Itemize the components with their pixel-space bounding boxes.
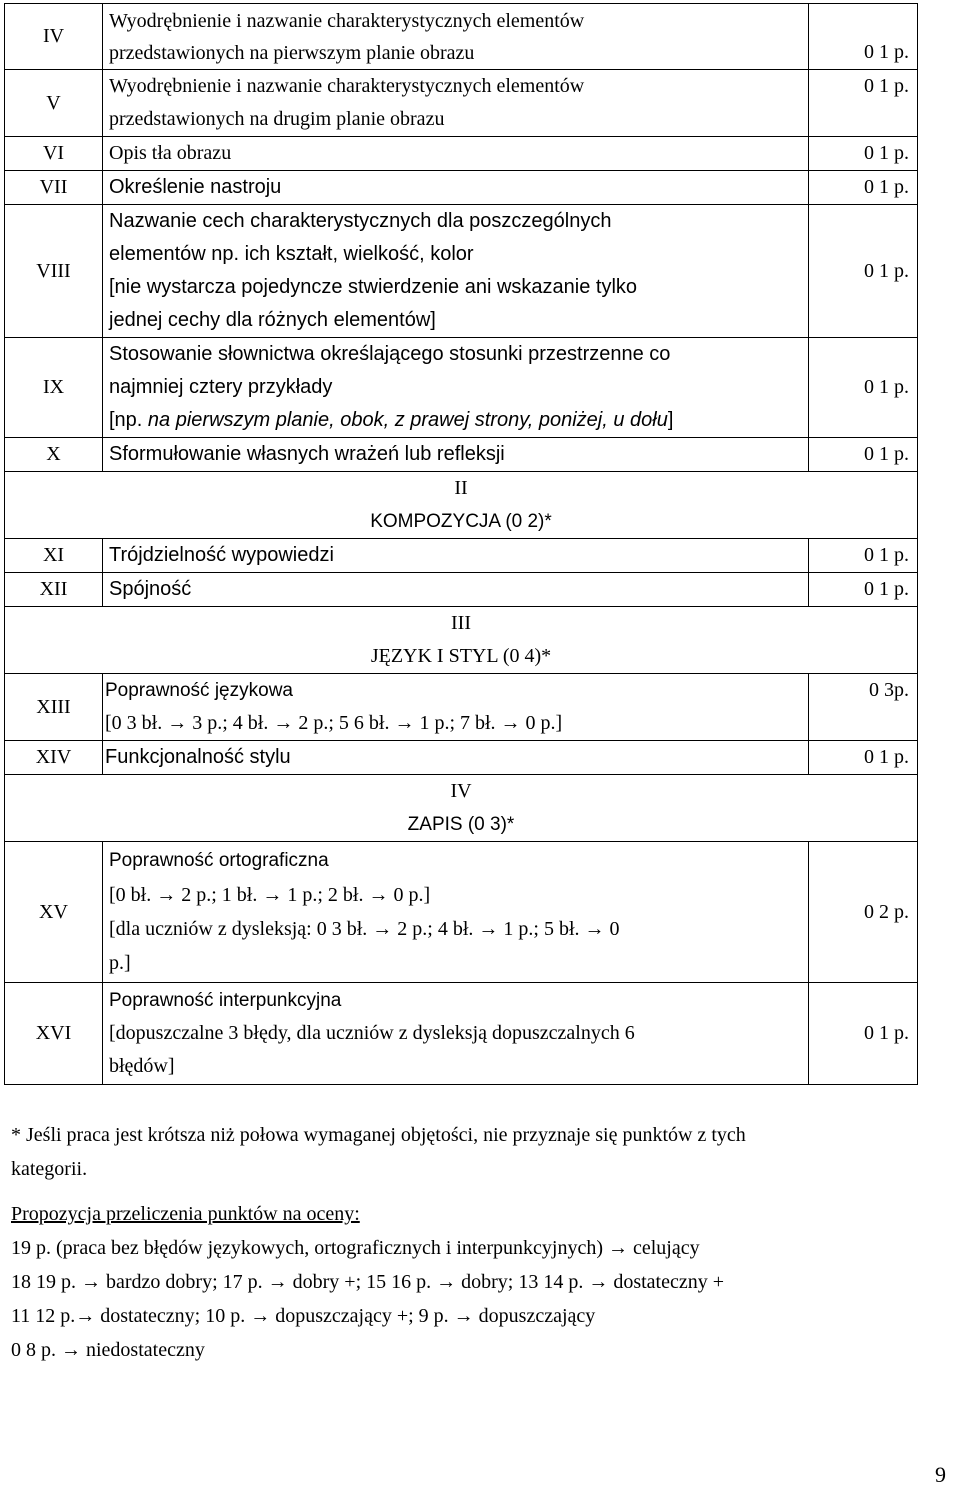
- criterion-description: Trójdzielność wypowiedzi: [103, 539, 809, 573]
- table-row: [5, 70, 918, 137]
- criterion-description: Poprawność językowa [0 3 bł. → 3 p.; 4 bł. → 2 p.; 5 6 bł. → 1 p.; 7 bł. → 0 p.]: [103, 674, 809, 741]
- grading-line: 18 19 p. → bardzo dobry; 17 p. → dobry +; 15 16 p. → dobry; 13 14 p. → dostateczny +: [11, 1271, 725, 1293]
- table-row: [5, 4, 918, 70]
- criterion-description: Sformułowanie własnych wrażeń lub refleksji: [103, 438, 809, 472]
- section-header: [5, 607, 918, 674]
- criterion-points: 0 1 p.: [809, 4, 918, 70]
- grading-line: 11 12 p.→ dostateczny; 10 p. → dopuszczający +; 9 p. → dopuszczający: [11, 1305, 596, 1327]
- grading-line: 0 8 p. → niedostateczny: [11, 1339, 205, 1361]
- table-row: [5, 539, 918, 573]
- page-number: 9: [935, 1462, 946, 1487]
- grading-proposal: [11, 1197, 724, 1367]
- section-header: [5, 472, 918, 539]
- criterion-number: X: [5, 438, 103, 472]
- criterion-description: Nazwanie cech charakterystycznych dla poszczególnych elementów np. ich kształt, wielkość, kolor [nie wystarcza pojedyncze stwierdzenie ani wskazanie tylko jednej cechy dla różnych elementów]: [103, 205, 809, 338]
- criterion-number: XI: [5, 539, 103, 573]
- table-row: [5, 205, 918, 338]
- criterion-number: VIII: [5, 205, 103, 338]
- grading-heading: Propozycja przeliczenia punktów na oceny:: [11, 1203, 360, 1225]
- table-row: [5, 573, 918, 607]
- criterion-points: 0 2 p.: [809, 842, 918, 983]
- criterion-points: 0 1 p.: [809, 171, 918, 205]
- criterion-number: VII: [5, 171, 103, 205]
- criterion-number: VI: [5, 137, 103, 171]
- section-header: [5, 775, 918, 842]
- criterion-description: Poprawność interpunkcyjna [dopuszczalne 3 błędy, dla uczniów z dysleksją dopuszczalnych 6 błędów]: [103, 983, 809, 1085]
- criterion-description: Funkcjonalność stylu: [103, 741, 809, 775]
- criterion-description: Określenie nastroju: [103, 171, 809, 205]
- criterion-number: XVI: [5, 983, 103, 1085]
- section-heading: II KOMPOZYCJA (0 2)*: [5, 472, 918, 539]
- footnote: * Jeśli praca jest krótsza niż połowa wymaganej objętości, nie przyznaje się punktów z tych kategorii.: [11, 1124, 746, 1180]
- table-row: [5, 842, 918, 983]
- criterion-number: IX: [5, 338, 103, 438]
- criterion-points: 0 1 p.: [809, 205, 918, 338]
- table-row: [5, 741, 918, 775]
- criterion-description: Poprawność ortograficzna [0 bł. → 2 p.; 1 bł. → 1 p.; 2 bł. → 0 p.] [dla uczniów z dysleksją: 0 3 bł. → 2 p.; 4 bł. → 1 p.; 5 bł. → 0 p.]: [103, 842, 809, 983]
- criterion-number: XIV: [5, 741, 103, 775]
- section-heading: IV ZAPIS (0 3)*: [5, 775, 918, 842]
- section-heading: III JĘZYK I STYL (0 4)*: [5, 607, 918, 674]
- criterion-points: 0 1 p.: [809, 70, 918, 137]
- table-row: [5, 137, 918, 171]
- criterion-number: V: [5, 70, 103, 137]
- criterion-description: Opis tła obrazu: [103, 137, 809, 171]
- criterion-description: Wyodrębnienie i nazwanie charakterystycznych elementów przedstawionych na drugim planie obrazu: [103, 70, 809, 137]
- criterion-number: IV: [5, 4, 103, 70]
- criterion-points: 0 1 p.: [809, 137, 918, 171]
- table-row: [5, 983, 918, 1085]
- criterion-points: 0 1 p.: [809, 741, 918, 775]
- criterion-description: Wyodrębnienie i nazwanie charakterystycznych elementów przedstawionych na pierwszym planie obrazu: [103, 4, 809, 70]
- criterion-points: 0 1 p.: [809, 573, 918, 607]
- criterion-number: XV: [5, 842, 103, 983]
- criterion-points: 0 1 p.: [809, 338, 918, 438]
- criterion-points: 0 1 p.: [809, 983, 918, 1085]
- table-row: [5, 171, 918, 205]
- table-row: [5, 438, 918, 472]
- table-row: [5, 674, 918, 741]
- criterion-points: 0 1 p.: [809, 539, 918, 573]
- criteria-table: [4, 3, 918, 1085]
- criterion-points: 0 3p.: [809, 674, 918, 741]
- table-row: [5, 338, 918, 438]
- grading-line: 19 p. (praca bez błędów językowych, ortograficznych i interpunkcyjnych) → celujący: [11, 1237, 700, 1259]
- criterion-description: Spójność: [103, 573, 809, 607]
- criterion-points: 0 1 p.: [809, 438, 918, 472]
- criterion-number: XII: [5, 573, 103, 607]
- criterion-description: Stosowanie słownictwa określającego stosunki przestrzenne co najmniej cztery przykłady [np. na pierwszym planie, obok, z prawej strony, poniżej, u dołu]: [103, 338, 809, 438]
- criterion-number: XIII: [5, 674, 103, 741]
